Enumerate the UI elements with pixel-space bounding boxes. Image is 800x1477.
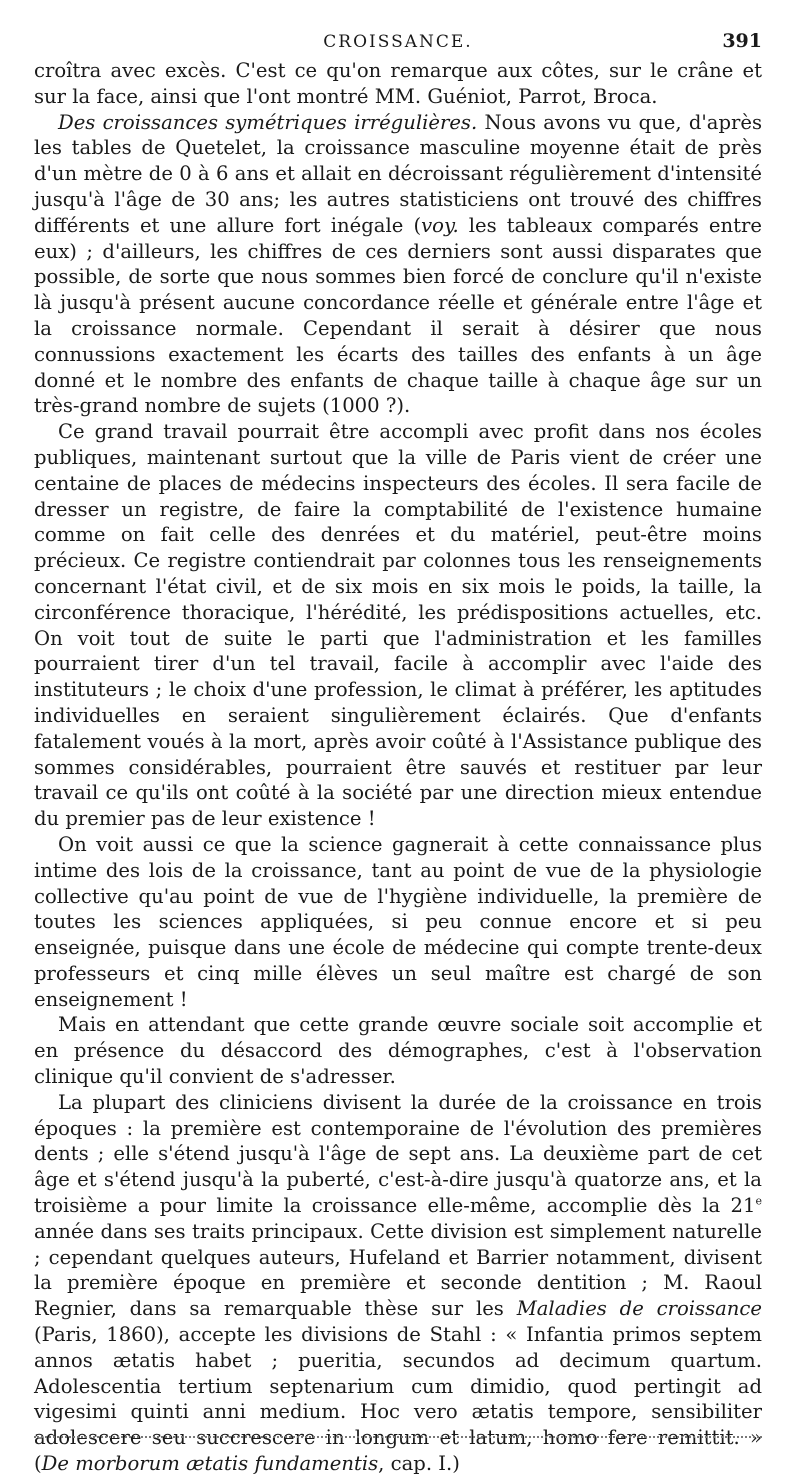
paragraph-1: croîtra avec excès. C'est ce qu'on remarque aux côtes, sur le crâne et sur la face, ainsi que l'ont montré MM. Guéniot, Parrot, Broca. — [34, 59, 762, 108]
footer-dotted-rule — [34, 1436, 762, 1446]
paragraph-6-text-cont: année dans ses traits principaux. Cette division est simplement naturelle ; cependant quelques auteurs, Hufeland et Barrier notamment, divisent la première époque en première et seconde dentition ; M. Raoul Regnier, dans sa remarquable thèse sur les — [34, 1219, 762, 1321]
paragraph-6-text: La plupart des cliniciens divisent la durée de la croissance en trois époques : la première est contemporaine de l'évolution des premières dents ; elle s'étend jusqu'à l'âge de sept ans. La deuxième part de cet âge et s'étend jusqu'à la puberté, c'est-à-dire jusqu'à quatorze ans, et la troisième a pour limite la croissance elle-même, accomplie dès la 21 — [34, 1090, 762, 1218]
paragraph-5: Mais en attendant que cette grande œuvre sociale soit accomplie et en présence du désaccord des démographes, c'est à l'observation clinique qu'il convient de s'adresser. — [34, 1013, 762, 1089]
document-page — [34, 26, 762, 1477]
paragraph-6 — [34, 1090, 762, 1477]
body-text — [34, 58, 762, 1477]
paragraph-4: On voit aussi ce que la science gagnerait à cette connaissance plus intime des lois de la croissance, tant au point de vue de la physiologie collective qu'au point de vue de l'hygiène individuelle, la première de toutes les sciences appliquées, si peu connue encore et si peu enseignée, puisque dans une école de médecine qui compte trente-deux professeurs et cinq mille élèves un seul maître est chargé de son enseignement ! — [34, 832, 762, 1011]
paragraph-2 — [34, 110, 762, 420]
paragraph-2-text: Nous avons vu que, d'après les tables de Quetelet, la croissance masculine moyenne était de près d'un mètre de 0 à 6 ans et allait en décroissant régulièrement d'intensité jusqu'à l'âge de 30 ans; les autres statisticiens ont trouvé des chiffres différents et une allure fort inégale ( — [34, 110, 763, 237]
cited-work-title: De morborum ætatis fundamentis — [41, 1452, 379, 1476]
thesis-title: Maladies de croissance — [516, 1297, 762, 1321]
paragraph-6-quote: (Paris, 1860), accepte les divisions de Stahl : « Infantia primos septem annos ætatis habet ; pueritia, secundos ad decimum quartum. Adolescentia tertium septenarium cum dimidio, quod pertingit ad vigesimi quinti anni medium. Hoc vero ætatis tempore, sensibiliter adolescere seu succrescere in longum et latum, homo fere remittit. » ( — [34, 1323, 762, 1476]
section-heading: Des croissances symétriques irrégulières. — [58, 110, 478, 134]
paragraph-3: Ce grand travail pourrait être accompli avec profit dans nos écoles publiques, maintenant surtout que la ville de Paris vient de créer une centaine de places de médecins inspecteurs des écoles. Il sera facile de dresser un registre, de faire la comptabilité de l'existence humaine comme on fait celle des denrées et du matériel, peut-être moins précieux. Ce registre contiendrait par colonnes tous les renseignements concernant l'état civil, et de six mois en six mois le poids, la taille, la circonférence thoracique, l'hérédité, les prédispositions actuelles, etc. On voit tout de suite le parti que l'administration et les familles pourraient tirer d'un tel travail, facile à accomplir avec l'aide des instituteurs ; le choix d'une profession, le climat à préférer, les aptitudes individuelles en seraient singulièrement éclairés. Que d'enfants fatalement voués à la mort, après avoir coûté à l'Assistance publique des sommes considérables, pourraient être sauvés et restituer par leur travail ce qu'ils ont coûté à la société par une direction mieux entendue du premier pas de leur existence ! — [34, 420, 762, 831]
voy-abbrev: voy. — [421, 213, 459, 237]
paragraph-6-citation: , cap. I.) — [378, 1452, 460, 1476]
ordinal-superscript: e — [755, 1194, 762, 1208]
running-title: CROISSANCE. — [323, 32, 473, 52]
paragraph-2-text-cont: les tableaux comparés entre eux) ; d'ailleurs, les chiffres de ces derniers sont aussi disparates que possible, de sorte que nous sommes bien forcé de conclure qu'il n'existe là jusqu'à présent aucune concordance réelle et générale entre l'âge et la croissance normale. Cependant il serait à désirer que nous connussions exactement les écarts des tailles des enfants à un âge donné et le nombre des enfants de chaque taille à chaque âge sur un très-grand nombre de sujets (1000 ?). — [34, 213, 762, 418]
page-number: 391 — [722, 30, 762, 52]
running-header — [34, 26, 762, 58]
